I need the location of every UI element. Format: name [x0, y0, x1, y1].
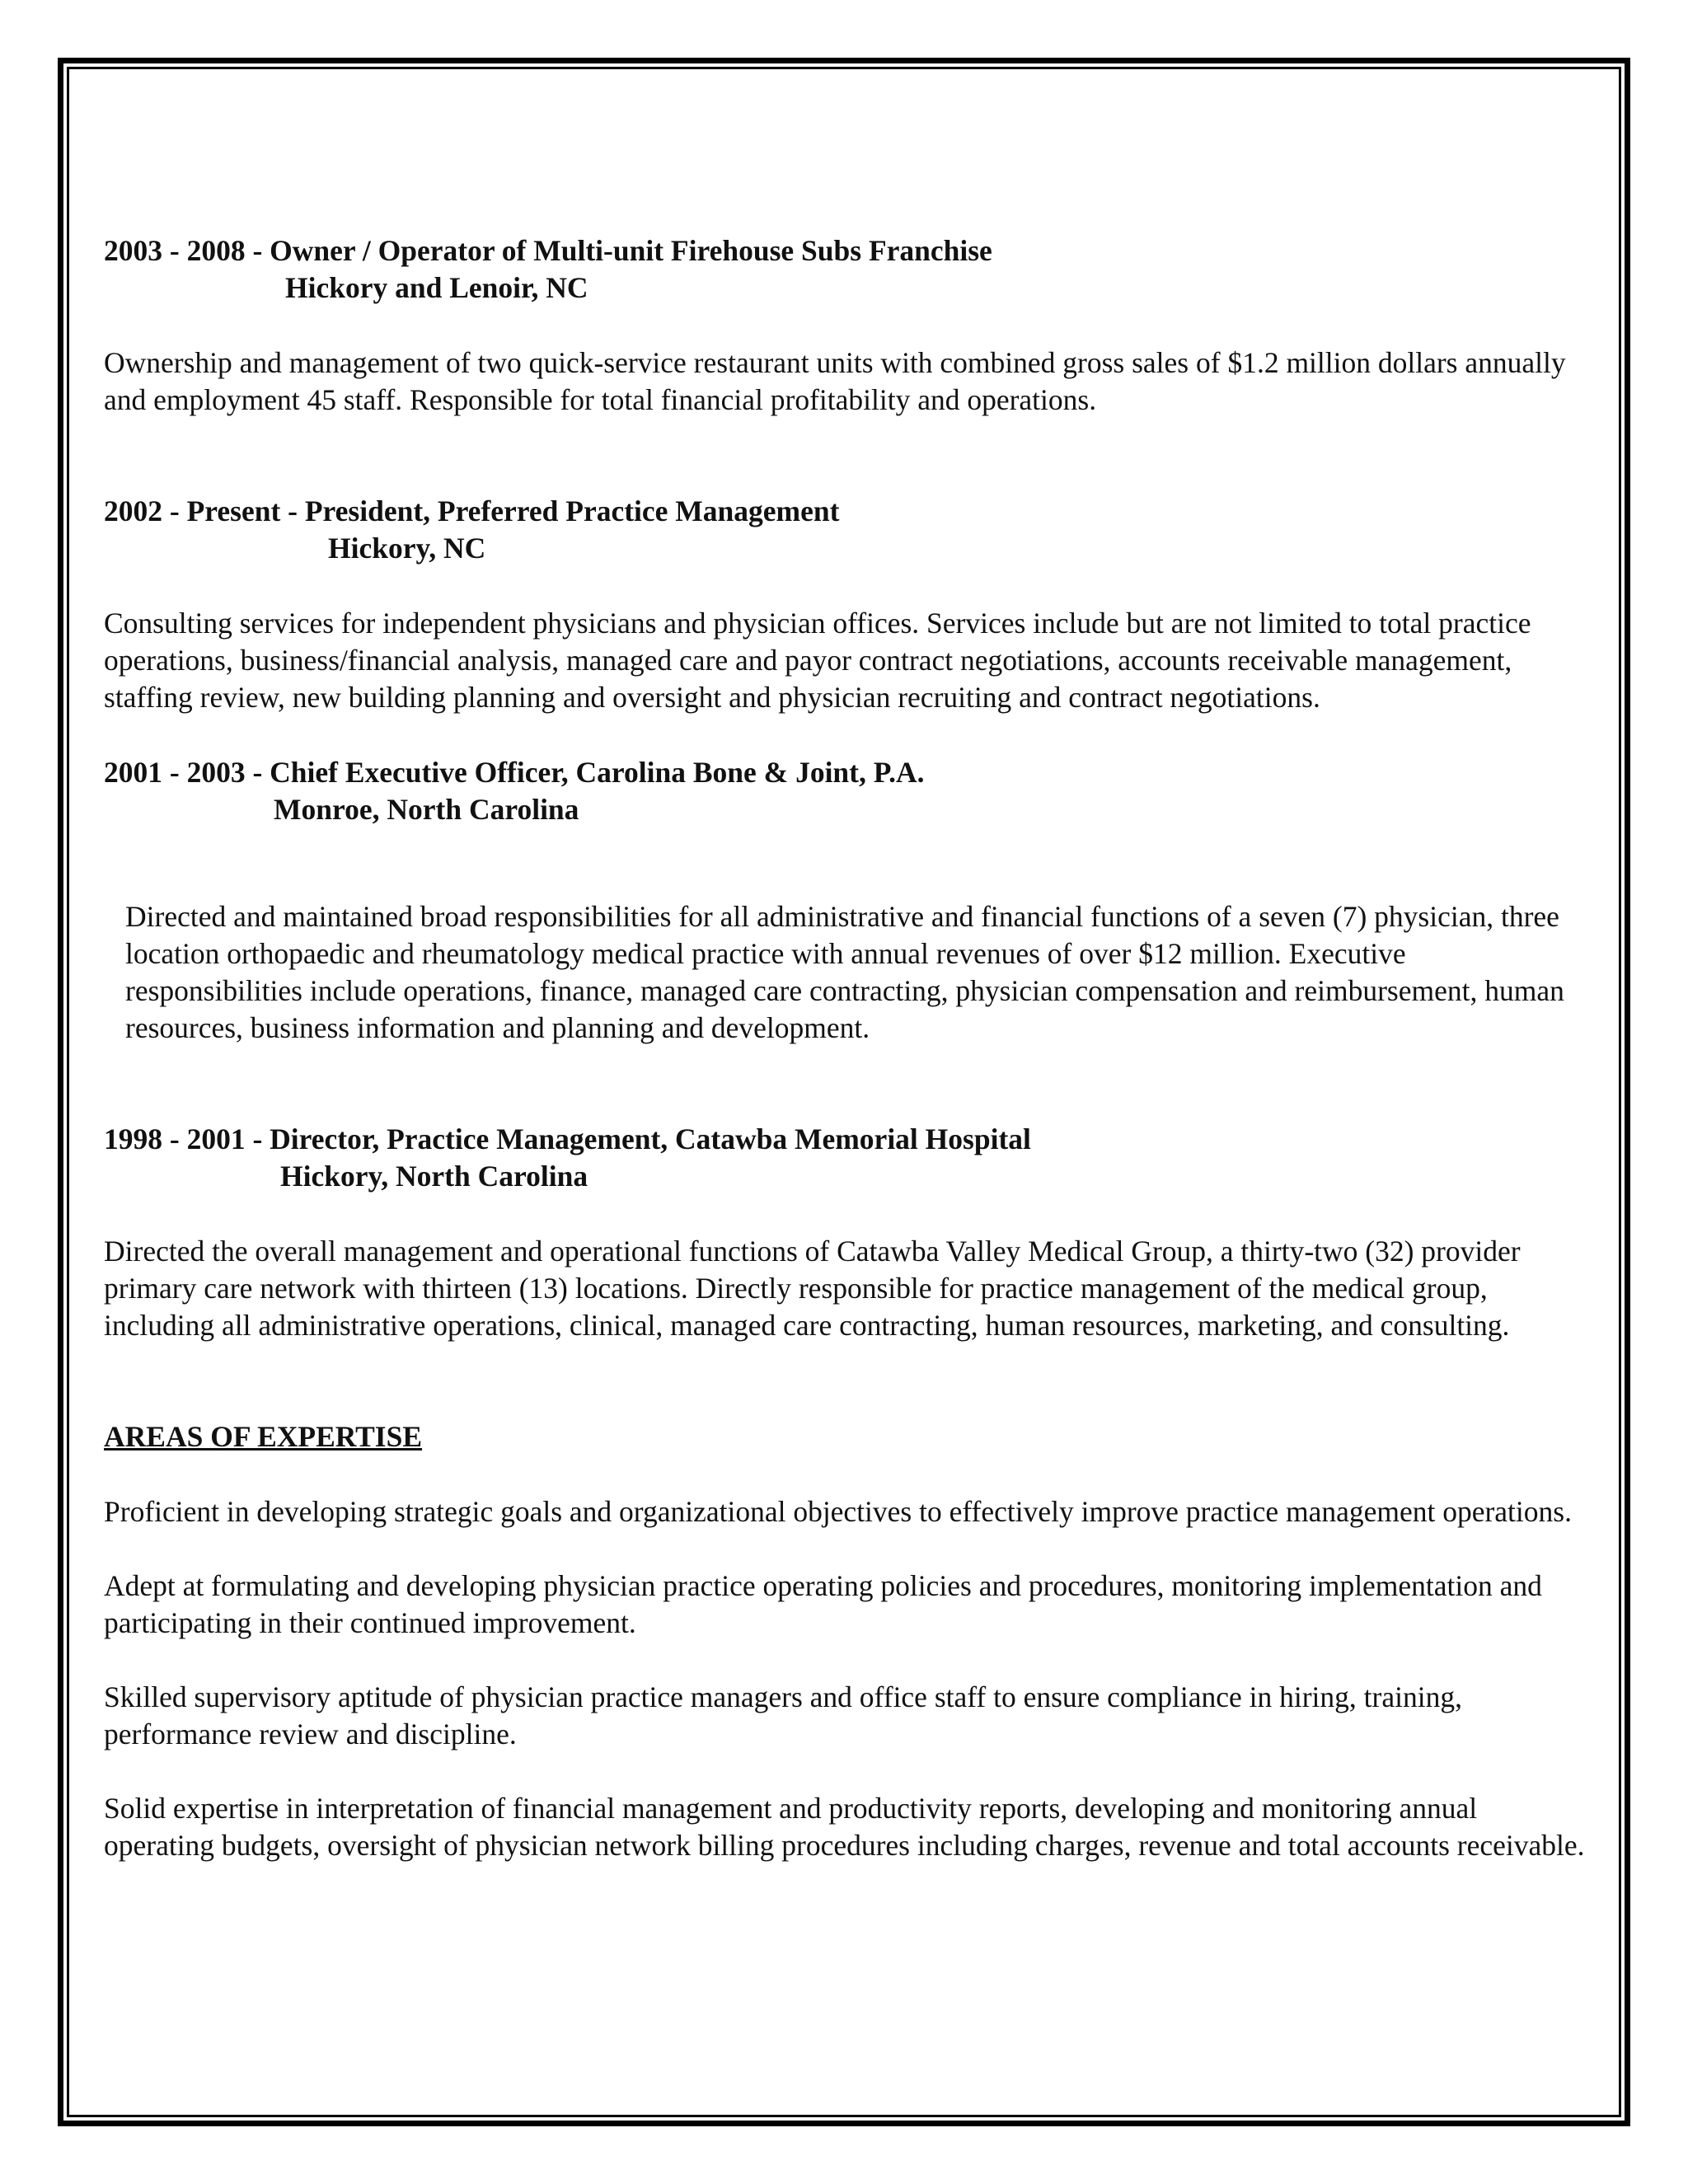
- job-title: 1998 - 2001 - Director, Practice Management, Catawba Memorial Hospital: [104, 1122, 1031, 1155]
- job-heading: [104, 754, 1587, 828]
- job-title: 2003 - 2008 - Owner / Operator of Multi-unit Firehouse Subs Franchise: [104, 234, 992, 267]
- job-entry: [104, 232, 1587, 419]
- job-location: Hickory and Lenoir, NC: [285, 271, 588, 304]
- job-description: Ownership and management of two quick-service restaurant units with combined gross sales of $1.2 million dollars annually and employment 45 staff. Responsible for total financial profitability and operations.: [104, 346, 1566, 416]
- job-entry: [104, 493, 1587, 716]
- job-title: 2001 - 2003 - Chief Executive Officer, Carolina Bone & Joint, P.A.: [104, 756, 925, 789]
- resume-content: [104, 232, 1587, 1864]
- job-entry: [104, 1121, 1587, 1344]
- job-heading: [104, 1121, 1587, 1195]
- job-heading: [104, 493, 1587, 567]
- job-title: 2002 - Present - President, Preferred Practice Management: [104, 494, 840, 527]
- job-location: Monroe, North Carolina: [274, 793, 579, 826]
- job-heading: [104, 232, 1587, 307]
- job-entry: [104, 754, 1587, 1047]
- expertise-item: Skilled supervisory aptitude of physician practice managers and office staff to ensure compliance in hiring, training, performance review and discipline.: [104, 1680, 1462, 1750]
- job-location: Hickory, NC: [328, 532, 486, 565]
- job-location: Hickory, North Carolina: [280, 1160, 588, 1193]
- expertise-item: Adept at formulating and developing physician practice operating policies and procedures, monitoring implementation and participating in their continued improvement.: [104, 1569, 1542, 1639]
- expertise-item: Proficient in developing strategic goals and organizational objectives to effectively improve practice management operations.: [104, 1495, 1572, 1528]
- job-description: Consulting services for independent physicians and physician offices. Services include but are not limited to total practice operations, business/financial analysis, managed care and payor contract negotiations, accounts receivable management, staffing review, new building planning and oversight and physician recruiting and contract negotiations.: [104, 607, 1531, 714]
- job-description: Directed and maintained broad responsibilities for all administrative and financial functions of a seven (7) physician, three location orthopaedic and rheumatology medical practice with annual revenues of over $12 million. Executive responsibilities include operations, finance, managed care contracting, physician compensation and reimbursement, human resources, business information and planning and development.: [125, 900, 1564, 1044]
- job-description: Directed the overall management and operational functions of Catawba Valley Medical Group, a thirty-two (32) provider primary care network with thirteen (13) locations. Directly responsible for practice management of the medical group, including all administrative operations, clinical, managed care contracting, human resources, marketing, and consulting.: [104, 1235, 1521, 1342]
- expertise-item: Solid expertise in interpretation of financial management and productivity reports, developing and monitoring annual operating budgets, oversight of physician network billing procedures including charges, revenue and total accounts receivable.: [104, 1792, 1585, 1862]
- section-title: AREAS OF EXPERTISE: [104, 1420, 423, 1453]
- expertise-section: [104, 1418, 1587, 1864]
